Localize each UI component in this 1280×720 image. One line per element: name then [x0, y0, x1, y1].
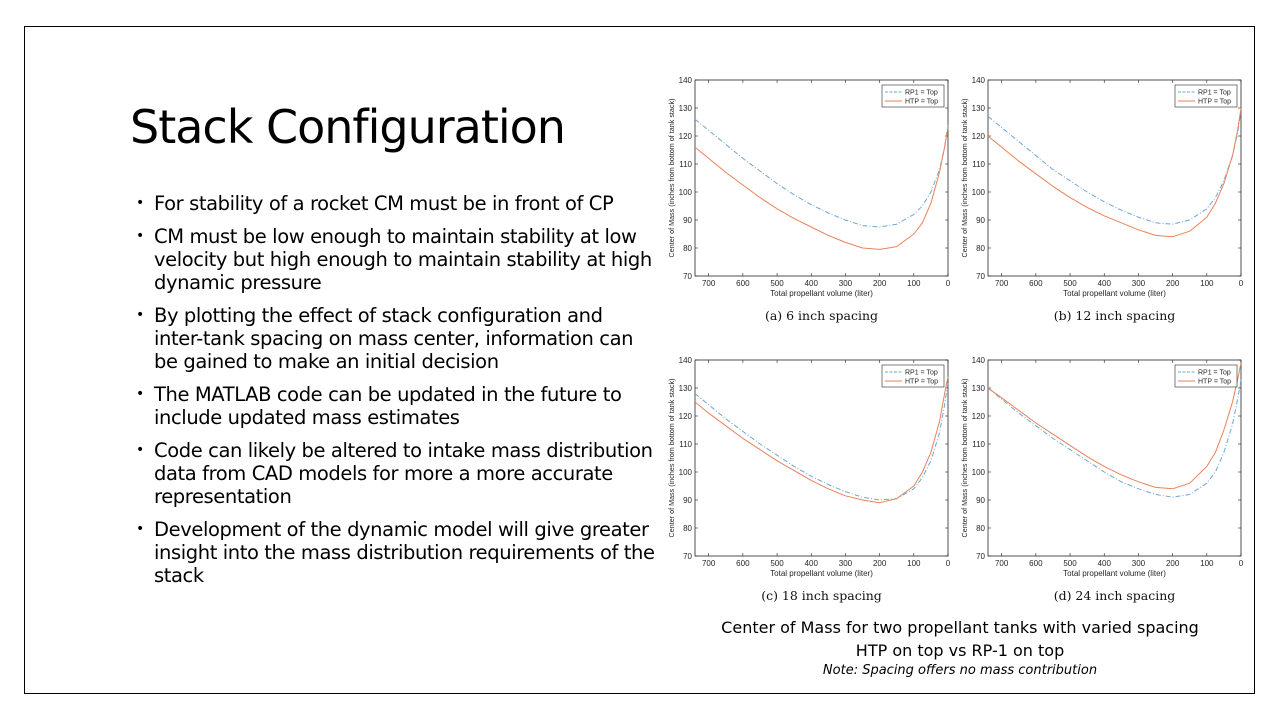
y-tick-label: 100	[971, 188, 985, 197]
x-tick-label: 400	[1097, 559, 1111, 568]
x-tick-label: 200	[1165, 559, 1180, 568]
y-tick-label: 120	[971, 412, 985, 421]
y-tick-label: 90	[976, 216, 985, 225]
plot-area	[988, 360, 1241, 556]
chart-panel-c	[665, 352, 955, 622]
bullet-icon: •	[136, 442, 144, 458]
y-tick-label: 70	[976, 272, 985, 281]
chart-panel-d	[958, 352, 1248, 622]
bullet-icon: •	[136, 386, 144, 402]
x-axis-label: Total propellant volume (liter)	[1063, 569, 1166, 578]
x-tick-label: 0	[945, 559, 951, 568]
plot-area	[988, 80, 1241, 276]
y-tick-label: 90	[976, 496, 985, 505]
y-tick-label: 100	[678, 468, 692, 477]
y-tick-label: 80	[683, 524, 692, 533]
x-tick-label: 0	[1238, 279, 1244, 288]
figure-caption-subline: HTP on top vs RP-1 on top	[855, 641, 1065, 660]
y-tick-label: 80	[976, 524, 985, 533]
slide-title: Stack Configuration	[130, 100, 565, 154]
x-tick-label: 500	[1063, 559, 1077, 568]
x-tick-label: 500	[770, 559, 784, 568]
bullet-text: CM must be low enough to maintain stability at low velocity but high enough to maintain stability at high dynamic pressure	[154, 225, 652, 294]
x-tick-label: 700	[994, 559, 1009, 568]
y-tick-label: 110	[972, 440, 985, 449]
bullet-icon: •	[136, 307, 144, 323]
x-tick-label: 100	[907, 559, 921, 568]
x-tick-label: 100	[1200, 559, 1214, 568]
bullet-icon: •	[136, 228, 144, 244]
plot-area	[695, 360, 948, 556]
figure-note: Note: Spacing offers no mass contribution	[822, 663, 1098, 678]
x-tick-label: 100	[907, 279, 921, 288]
x-tick-label: 0	[1238, 559, 1244, 568]
x-tick-label: 300	[1131, 279, 1146, 288]
line-chart	[958, 72, 1248, 342]
chart-subtitle: (d) 24 inch spacing	[1053, 588, 1176, 603]
bullet-text: For stability of a rocket CM must be in front of CP	[154, 192, 614, 215]
bullet-text: Code can likely be altered to intake mass distribution data from CAD models for more a more accurate representation	[154, 439, 653, 508]
line-chart	[665, 352, 955, 622]
bullet-icon: •	[136, 521, 144, 537]
y-tick-label: 120	[678, 412, 692, 421]
y-tick-label: 110	[972, 160, 985, 169]
x-tick-label: 300	[838, 279, 853, 288]
x-tick-label: 400	[1097, 279, 1111, 288]
y-tick-label: 90	[683, 496, 692, 505]
x-tick-label: 100	[1200, 279, 1214, 288]
bullet-item	[136, 304, 656, 373]
legend-label: RP1 = Top	[1198, 89, 1231, 97]
x-axis-label: Total propellant volume (liter)	[770, 289, 873, 298]
bullet-text: By plotting the effect of stack configuration and inter-tank spacing on mass center, information can be gained to make an initial decision	[154, 304, 634, 373]
legend-label: HTP = Top	[905, 378, 939, 386]
x-tick-label: 0	[945, 279, 951, 288]
x-tick-label: 700	[701, 279, 716, 288]
x-tick-label: 500	[1063, 279, 1077, 288]
x-tick-label: 200	[1165, 279, 1180, 288]
y-tick-label: 120	[971, 132, 985, 141]
y-tick-label: 80	[683, 244, 692, 253]
y-tick-label: 130	[971, 384, 985, 393]
x-tick-label: 400	[804, 559, 818, 568]
legend-label: RP1 = Top	[905, 369, 938, 377]
x-tick-label: 500	[770, 279, 784, 288]
y-tick-label: 70	[976, 552, 985, 561]
x-tick-label: 200	[872, 559, 887, 568]
y-tick-label: 140	[678, 76, 692, 85]
bullet-item	[136, 518, 656, 587]
y-axis-label: Center of Mass (inches from bottom of tank stack)	[667, 378, 676, 538]
x-axis-label: Total propellant volume (liter)	[1063, 289, 1166, 298]
legend-label: HTP = Top	[905, 98, 939, 106]
y-axis-label: Center of Mass (inches from bottom of tank stack)	[960, 98, 969, 258]
y-tick-label: 100	[678, 188, 692, 197]
x-tick-label: 600	[736, 559, 750, 568]
x-tick-label: 600	[1029, 559, 1043, 568]
line-chart	[665, 72, 955, 342]
y-tick-label: 130	[678, 384, 692, 393]
x-tick-label: 700	[701, 559, 716, 568]
y-axis-label: Center of Mass (inches from bottom of tank stack)	[960, 378, 969, 538]
chart-panel-a	[665, 72, 955, 342]
y-tick-label: 130	[678, 104, 692, 113]
bullet-text: The MATLAB code can be updated in the future to include updated mass estimates	[154, 383, 622, 429]
chart-panel-b	[958, 72, 1248, 342]
y-tick-label: 70	[683, 552, 692, 561]
bullet-item	[136, 192, 656, 215]
y-tick-label: 110	[679, 440, 692, 449]
x-tick-label: 400	[804, 279, 818, 288]
y-axis-label: Center of Mass (inches from bottom of tank stack)	[667, 98, 676, 258]
bullet-item	[136, 225, 656, 294]
y-tick-label: 80	[976, 244, 985, 253]
y-tick-label: 100	[971, 468, 985, 477]
chart-subtitle: (b) 12 inch spacing	[1053, 308, 1176, 323]
bullet-item	[136, 439, 656, 508]
bullet-text: Development of the dynamic model will give greater insight into the mass distribution requirements of the stack	[154, 518, 655, 587]
x-tick-label: 700	[994, 279, 1009, 288]
line-chart	[958, 352, 1248, 622]
y-tick-label: 120	[678, 132, 692, 141]
bullet-item	[136, 383, 656, 429]
y-tick-label: 110	[679, 160, 692, 169]
x-tick-label: 300	[1131, 559, 1146, 568]
legend-label: HTP = Top	[1198, 378, 1232, 386]
y-tick-label: 140	[971, 76, 985, 85]
y-tick-label: 90	[683, 216, 692, 225]
x-tick-label: 600	[736, 279, 750, 288]
y-tick-label: 140	[971, 356, 985, 365]
x-tick-label: 600	[1029, 279, 1043, 288]
chart-subtitle: (a) 6 inch spacing	[764, 308, 879, 323]
bullet-list	[136, 192, 656, 597]
legend-label: HTP = Top	[1198, 98, 1232, 106]
legend-label: RP1 = Top	[905, 89, 938, 97]
y-tick-label: 140	[678, 356, 692, 365]
x-tick-label: 300	[838, 559, 853, 568]
figure-caption: Center of Mass for two propellant tanks with varied spacing	[721, 618, 1199, 637]
bullet-icon: •	[136, 195, 144, 211]
x-axis-label: Total propellant volume (liter)	[770, 569, 873, 578]
legend-label: RP1 = Top	[1198, 369, 1231, 377]
y-tick-label: 130	[971, 104, 985, 113]
x-tick-label: 200	[872, 279, 887, 288]
chart-subtitle: (c) 18 inch spacing	[761, 588, 882, 603]
y-tick-label: 70	[683, 272, 692, 281]
